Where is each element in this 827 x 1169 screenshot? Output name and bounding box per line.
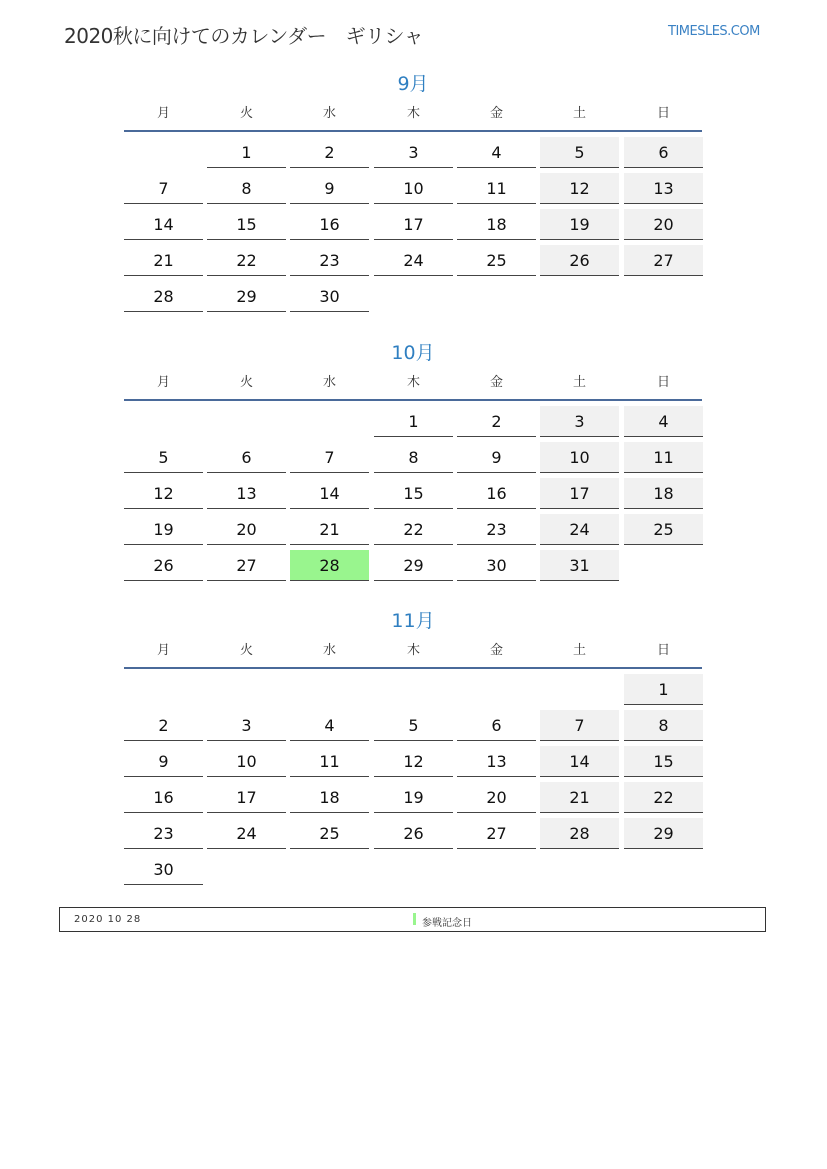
day-cell: 27 — [207, 550, 286, 581]
weekday-label: 日 — [656, 106, 670, 121]
day-cell: 18 — [624, 478, 703, 509]
legend-box — [59, 907, 766, 932]
day-cell: 3 — [207, 710, 286, 741]
day-cell: 17 — [374, 209, 453, 240]
weekday-label: 火 — [239, 106, 253, 121]
day-cell: 6 — [207, 442, 286, 473]
day-cell: 19 — [124, 514, 203, 545]
day-cell: 31 — [540, 550, 619, 581]
day-cell: 22 — [207, 245, 286, 276]
day-cell: 24 — [540, 514, 619, 545]
weekday-label: 月 — [156, 106, 170, 121]
month-section — [124, 605, 702, 879]
day-cell: 20 — [457, 782, 536, 813]
day-cell: 7 — [124, 173, 203, 204]
day-cell: 22 — [374, 514, 453, 545]
day-cell: 5 — [540, 137, 619, 168]
day-cell: 7 — [540, 710, 619, 741]
day-cell: 21 — [290, 514, 369, 545]
weekday-header — [124, 100, 702, 132]
weekday-label: 日 — [656, 375, 670, 390]
weekday-label: 木 — [406, 375, 420, 390]
day-cell: 29 — [624, 818, 703, 849]
day-cell: 19 — [540, 209, 619, 240]
day-cell: 23 — [457, 514, 536, 545]
legend-color-marker — [413, 913, 416, 925]
day-cell: 17 — [540, 478, 619, 509]
day-cell: 7 — [290, 442, 369, 473]
weekday-label: 金 — [489, 643, 503, 658]
day-cell: 22 — [624, 782, 703, 813]
day-cell: 19 — [374, 782, 453, 813]
day-cell: 20 — [207, 514, 286, 545]
day-cell: 30 — [457, 550, 536, 581]
day-cell: 21 — [540, 782, 619, 813]
weekday-label: 火 — [239, 643, 253, 658]
day-cell: 9 — [290, 173, 369, 204]
day-cell: 11 — [457, 173, 536, 204]
day-cell: 2 — [290, 137, 369, 168]
day-cell: 1 — [624, 674, 703, 705]
day-cell: 4 — [290, 710, 369, 741]
day-cell: 15 — [374, 478, 453, 509]
day-cell: 14 — [124, 209, 203, 240]
day-cell: 25 — [624, 514, 703, 545]
day-cell: 10 — [540, 442, 619, 473]
day-cell: 12 — [540, 173, 619, 204]
day-cell: 18 — [457, 209, 536, 240]
day-cell: 27 — [624, 245, 703, 276]
day-cell: 29 — [374, 550, 453, 581]
day-cell: 24 — [207, 818, 286, 849]
day-cell: 26 — [374, 818, 453, 849]
legend-date: 2020 10 28 — [74, 914, 142, 925]
month-title: 10月 — [391, 342, 435, 364]
day-cell: 10 — [207, 746, 286, 777]
day-cell: 30 — [290, 281, 369, 312]
weekday-label: 火 — [239, 375, 253, 390]
month-section — [124, 68, 702, 306]
day-cell: 6 — [457, 710, 536, 741]
day-cell: 30 — [124, 854, 203, 885]
weekday-label: 水 — [322, 375, 336, 390]
day-cell: 15 — [624, 746, 703, 777]
weekday-label: 金 — [489, 106, 503, 121]
day-cell: 13 — [207, 478, 286, 509]
day-cell: 4 — [624, 406, 703, 437]
day-cell: 16 — [457, 478, 536, 509]
day-cell: 9 — [457, 442, 536, 473]
site-brand-link[interactable]: TIMESLES.COM — [668, 24, 760, 39]
day-cell: 14 — [540, 746, 619, 777]
day-cell: 11 — [290, 746, 369, 777]
day-cell: 10 — [374, 173, 453, 204]
weekday-label: 木 — [406, 643, 420, 658]
weekday-label: 月 — [156, 643, 170, 658]
day-cell: 2 — [124, 710, 203, 741]
weekday-label: 水 — [322, 643, 336, 658]
weekday-label: 木 — [406, 106, 420, 121]
day-cell: 24 — [374, 245, 453, 276]
weekday-label: 土 — [572, 643, 586, 658]
weekday-label: 金 — [489, 375, 503, 390]
day-cell: 26 — [540, 245, 619, 276]
day-cell: 13 — [457, 746, 536, 777]
day-cell: 17 — [207, 782, 286, 813]
month-section — [124, 337, 702, 575]
day-cell: 23 — [124, 818, 203, 849]
day-cell: 11 — [624, 442, 703, 473]
day-cell: 29 — [207, 281, 286, 312]
day-cell: 16 — [290, 209, 369, 240]
day-cell: 8 — [624, 710, 703, 741]
day-cell: 3 — [540, 406, 619, 437]
day-cell: 14 — [290, 478, 369, 509]
weekday-label: 土 — [572, 106, 586, 121]
day-cell: 5 — [374, 710, 453, 741]
day-cell: 26 — [124, 550, 203, 581]
page-title: 2020秋に向けてのカレンダー ギリシャ — [64, 24, 424, 48]
day-cell: 12 — [124, 478, 203, 509]
day-cell: 9 — [124, 746, 203, 777]
weekday-label: 土 — [572, 375, 586, 390]
day-cell: 5 — [124, 442, 203, 473]
day-cell: 28 — [540, 818, 619, 849]
day-cell: 25 — [290, 818, 369, 849]
day-cell: 1 — [374, 406, 453, 437]
day-cell: 23 — [290, 245, 369, 276]
day-cell: 21 — [124, 245, 203, 276]
day-cell: 20 — [624, 209, 703, 240]
day-cell: 1 — [207, 137, 286, 168]
legend-label: 参戦記念日 — [422, 918, 472, 929]
weekday-label: 月 — [156, 375, 170, 390]
month-title: 11月 — [391, 610, 435, 632]
day-cell: 13 — [624, 173, 703, 204]
weekday-label: 水 — [322, 106, 336, 121]
month-title: 9月 — [397, 73, 429, 95]
day-cell: 15 — [207, 209, 286, 240]
weekday-header — [124, 369, 702, 401]
day-cell: 27 — [457, 818, 536, 849]
weekday-label: 日 — [656, 643, 670, 658]
day-cell: 6 — [624, 137, 703, 168]
day-cell: 3 — [374, 137, 453, 168]
day-cell: 8 — [374, 442, 453, 473]
day-cell: 4 — [457, 137, 536, 168]
day-cell: 18 — [290, 782, 369, 813]
day-cell: 12 — [374, 746, 453, 777]
day-cell-highlighted: 28 — [290, 550, 369, 581]
weekday-header — [124, 637, 702, 669]
day-cell: 8 — [207, 173, 286, 204]
day-cell: 16 — [124, 782, 203, 813]
day-cell: 28 — [124, 281, 203, 312]
day-cell: 2 — [457, 406, 536, 437]
day-cell: 25 — [457, 245, 536, 276]
